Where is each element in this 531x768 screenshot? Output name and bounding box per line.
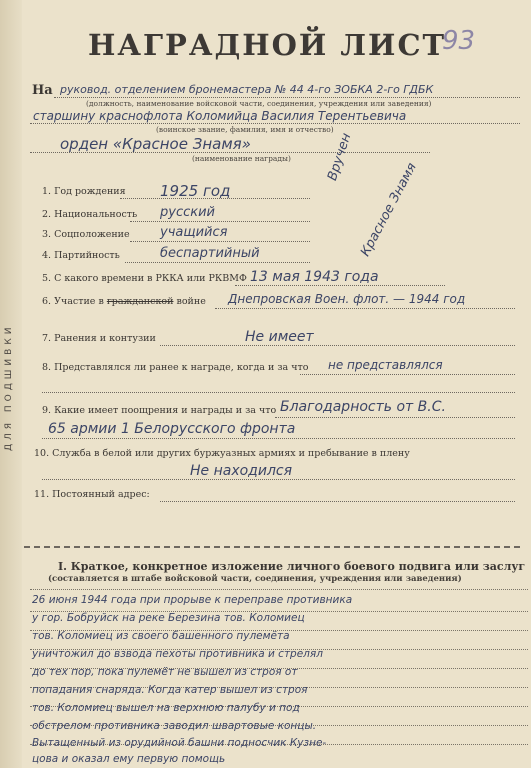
story-line-5: до тех пор, пока пулемёт не вышел из строя от	[32, 666, 298, 678]
section1-title: I. Краткое, конкретное изложение личного боевого подвига или заслуг	[58, 560, 526, 573]
story-line-6: попадания снаряда. Когда катер вышел из строя	[32, 684, 308, 696]
line-nationality	[130, 221, 310, 222]
line-prev-award	[300, 374, 515, 375]
field-label-white-army: 10. Служба в белой или других буржуазных армиях и пребывание в плену	[34, 448, 410, 459]
line-address	[160, 501, 515, 502]
field-value-party: беспартийный	[160, 246, 260, 261]
name-caption: (воинское звание, фамилия, имя и отчество)	[156, 125, 334, 134]
story-line-4: уничтожил до взвода пехоты противника и стрелял	[32, 648, 323, 660]
line-commendations	[275, 417, 515, 418]
line-commendations-2	[42, 438, 515, 439]
line-white-army	[42, 479, 515, 480]
section1-rule	[30, 589, 528, 590]
field-value-nationality: русский	[160, 205, 215, 220]
section1-caption: (составляется в штабе войсковой части, соединения, учреждения или заведения)	[48, 574, 462, 584]
field-label-war-prefix: 6. Участие в	[42, 296, 104, 307]
story-line-10: цова и оказал ему первую помощь	[32, 753, 226, 765]
position-value: руковод. отделением бронемастера № 44 4-го ЗОБКА 2-го ГДБК	[60, 83, 434, 96]
binding-margin-text: ДЛЯ ПОДШИВКИ	[4, 323, 14, 451]
field-label-party: 4. Партийность	[42, 250, 120, 261]
name-value: старшину краснофлота Коломийца Василия Терентьевича	[33, 109, 407, 123]
na-label: На	[32, 83, 53, 98]
field-value-white-army: Не находился	[190, 463, 293, 479]
field-value-commendations-2: 65 армии 1 Белорусского фронта	[48, 421, 296, 437]
archive-number: 93	[442, 26, 476, 56]
field-label-prev-award: 8. Представлялся ли ранее к награде, когда и за что	[42, 362, 309, 373]
line-name	[30, 123, 520, 124]
award-value: орден «Красное Знамя»	[60, 135, 251, 153]
line-prev-award-2	[42, 392, 515, 393]
field-label-commendations: 9. Какие имеет поощрения и награды и за что	[42, 405, 277, 416]
field-value-prev-award: не представлялся	[328, 358, 443, 372]
story-line-7: тов. Коломиец вышел на верхнюю палубу и под	[32, 702, 300, 714]
field-value-commendations: Благодарность от В.С.	[280, 399, 446, 415]
field-label-war	[42, 296, 206, 307]
field-label-service-start: 5. С какого времени в РККА или РКВМФ	[42, 273, 247, 284]
field-label-nationality: 2. Национальность	[42, 209, 138, 220]
field-label-address: 11. Постоянный адрес:	[34, 489, 150, 500]
field-label-wounds: 7. Ранения и контузии	[42, 333, 156, 344]
story-line-1: 26 июня 1944 года при прорыве к переправе противника	[32, 594, 353, 606]
field-label-war-struck: гражданской	[106, 296, 174, 307]
story-line-3: тов. Коломиец из своего башенного пулемёта	[32, 630, 290, 642]
field-value-war: Днепровская Воен. флот. — 1944 год	[228, 292, 466, 306]
field-value-social-status: учащийся	[160, 225, 228, 240]
story-line-8: обстрелом противника заводил швартовые концы.	[32, 720, 317, 732]
line-party	[125, 262, 310, 263]
section-separator	[24, 546, 520, 548]
field-value-birth-year: 1925 год	[160, 182, 231, 200]
line-wounds	[160, 345, 515, 346]
line-position	[54, 97, 520, 98]
field-value-service-start: 13 мая 1943 года	[250, 269, 379, 285]
line-war	[215, 308, 515, 309]
line-service-start	[235, 285, 445, 286]
field-value-wounds: Не имеет	[245, 329, 314, 345]
field-label-social-status: 3. Соцположение	[42, 229, 130, 240]
field-label-birth-year: 1. Год рождения	[42, 186, 126, 197]
document-title: НАГРАДНОЙ ЛИСТ	[88, 28, 447, 62]
award-caption: (наименование награды)	[192, 154, 291, 163]
resolution-award-name: Красное Знамя	[358, 160, 420, 260]
story-line-9: Вытащенный из орудийной башни подносчик Кузне-	[32, 737, 327, 749]
position-caption: (должность, наименование войсковой части, соединения, учреждения или заведения)	[86, 99, 432, 108]
line-social-status	[130, 241, 310, 242]
resolution-awarded: Вручен	[325, 131, 355, 183]
story-line-2: у гор. Бобруйск на реке Березина тов. Коломиец	[32, 612, 305, 624]
field-label-war-suffix: войне	[176, 296, 206, 307]
